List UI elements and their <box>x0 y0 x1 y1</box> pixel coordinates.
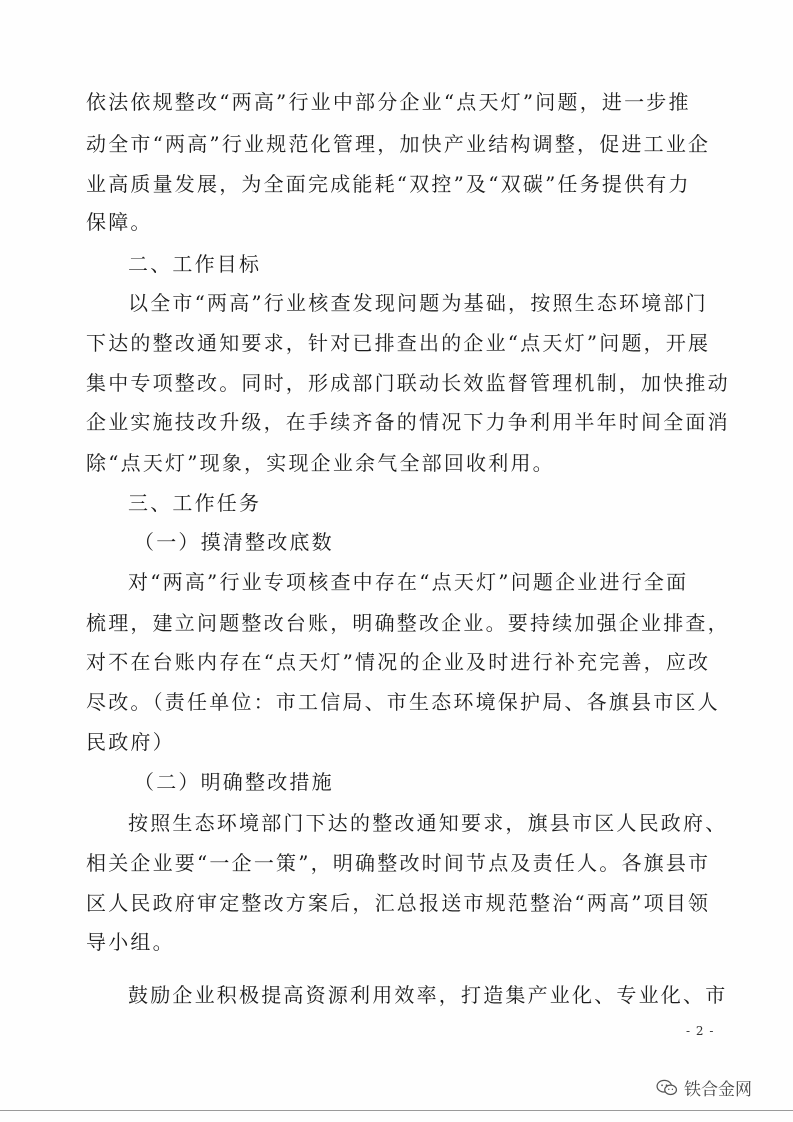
paragraph-line: 依法依规整改“两高”行业中部分企业“点天灯”问题，进一步推 <box>86 90 691 114</box>
paragraph-line: 梳理，建立问题整改台账，明确整改企业。要持续加强企业排查， <box>86 611 730 635</box>
paragraph-line: 相关企业要“一企一策”，明确整改时间节点及责任人。各旗县市 <box>86 851 711 875</box>
paragraph-line: 企业实施技改升级，在手续齐备的情况下力争利用半年时间全面消 <box>86 410 730 434</box>
wechat-icon <box>656 1079 678 1097</box>
subsection-heading: （二）明确整改措施 <box>134 770 334 794</box>
page-number: - 2 - <box>686 1024 715 1038</box>
subsection-heading: （一）摸清整改底数 <box>134 530 334 554</box>
paragraph-line: 区人民政府审定整改方案后，汇总报送市规范整治“两高”项目领 <box>86 891 711 915</box>
paragraph-line: 对“两高”行业专项核查中存在“点天灯”问题企业进行全面 <box>128 570 689 594</box>
paragraph-line: 导小组。 <box>86 930 175 954</box>
watermark-text: 铁合金网 <box>684 1080 752 1100</box>
paragraph-line: 鼓励企业积极提高资源利用效率，打造集产业化、专业化、市 <box>128 983 728 1007</box>
paragraph-line: 除“点天灯”现象，实现企业余气全部回收利用。 <box>86 451 555 475</box>
paragraph-line: 按照生态环境部门下达的整改通知要求，旗县市区人民政府、 <box>128 811 728 835</box>
paragraph-line: 业高质量发展，为全面完成能耗“双控”及“双碳”任务提供有力 <box>86 172 691 196</box>
paragraph-line: 以全市“两高”行业核查发现问题为基础，按照生态环境部门 <box>128 291 708 315</box>
paragraph-line: 下达的整改通知要求，针对已排查出的企业“点天灯”问题，开展 <box>86 331 711 355</box>
section-heading-tasks: 三、工作任务 <box>128 491 262 515</box>
paragraph-line: 对不在台账内存在“点天灯”情况的企业及时进行补充完善，应改 <box>86 650 711 674</box>
paragraph-line: 尽改。（责任单位：市工信局、市生态环境保护局、各旗县市区人 <box>86 690 720 714</box>
paragraph-line: 保障。 <box>86 210 153 234</box>
section-heading-goals: 二、工作目标 <box>128 252 262 276</box>
bottom-divider <box>0 1110 793 1111</box>
paragraph-line: 集中专项整改。同时，形成部门联动长效监督管理机制，加快推动 <box>86 371 730 395</box>
paragraph-line: 动全市“两高”行业规范化管理，加快产业结构调整，促进工业企 <box>86 132 711 156</box>
watermark <box>656 1075 752 1100</box>
paragraph-line: 民政府） <box>86 730 175 754</box>
